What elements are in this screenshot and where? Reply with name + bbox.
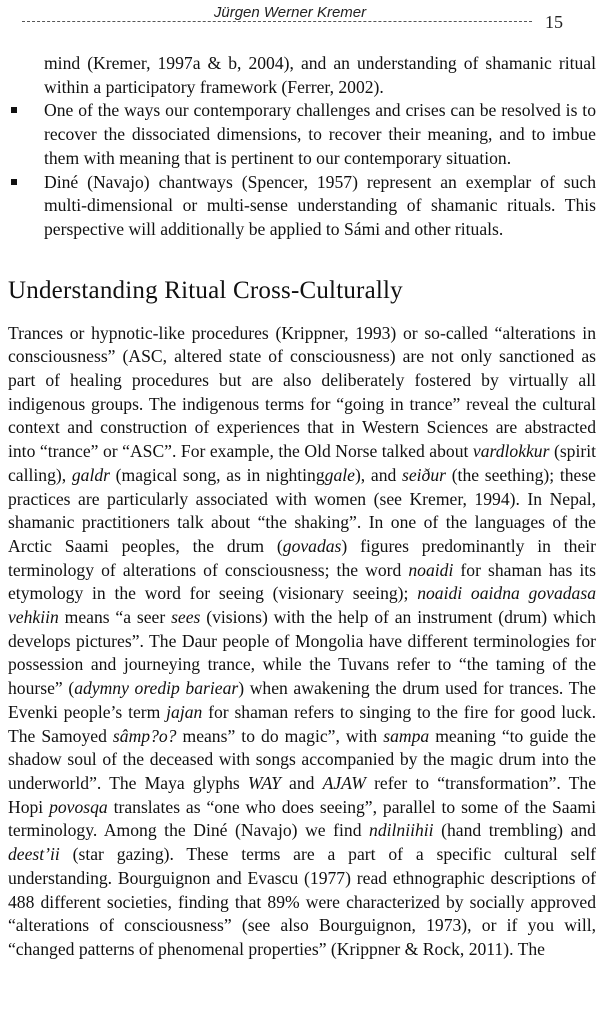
bullet-text: One of the ways our contemporary challenges and crises can be resolved is to recover the dissociated dimensions, to recover their meaning, and to imbue them with meaning that is pertinent to our contemporary situation. xyxy=(44,100,596,168)
square-bullet-icon xyxy=(11,107,17,113)
text-run: ), and xyxy=(354,464,403,485)
italic-term: galdr xyxy=(71,464,110,485)
text-run: (star gazing). These terms are a part of a specific cultural self understanding. Bourguignon and Evascu (1977) read ethnographic descriptions of 488 different societies, finding that 89% were characterized by socially approved “alterations of consciousness” (see also Bourguignon, 1973), or if you will, “changed patterns of phenomenal properties” (Krippner & Rock, 2011). The xyxy=(8,844,596,959)
text-run: ) figures predominantly in their terminology of alterations of consciousness; the word xyxy=(8,535,597,580)
running-head-author: Jürgen Werner Kremer xyxy=(213,4,367,21)
italic-term: gale xyxy=(324,464,355,485)
text-run: for shaman has its etymology in the word for seeing (visionary seeing); xyxy=(8,559,596,604)
italic-term: sees xyxy=(171,607,201,628)
bullet-list xyxy=(8,99,596,241)
running-head xyxy=(0,0,600,30)
continuation-text: mind (Kremer, 1997a & b, 2004), and an understanding of shamanic ritual within a participatory framework (Ferrer, 2002). xyxy=(44,53,596,97)
italic-term: WAY xyxy=(247,772,281,793)
text-run: translates as “one who does seeing”, parallel to some of the Saami terminology. Among the Diné (Navajo) we find xyxy=(8,796,596,841)
section-heading: Understanding Ritual Cross-Culturally xyxy=(8,276,403,304)
page-body xyxy=(8,52,596,962)
text-run: refer to “transformation”. The Hopi xyxy=(8,772,597,817)
bullet-text: Diné (Navajo) chantways (Spencer, 1957) represent an exemplar of such multi-dimensional or multi-sense understanding of shamanic rituals. This perspective will additionally be applied to Sámi and other rituals. xyxy=(44,171,596,239)
italic-term: deest’ii xyxy=(8,844,60,865)
text-run: for shaman refers to singing to the fire for good luck. The Samoyed xyxy=(8,701,596,746)
italic-term: vardlokkur xyxy=(472,441,550,462)
text-run: (visions) with the help of an instrument (drum) which develops pictures”. The Daur people of Mongolia have different terminologies for possession and journeying trance, while the Tuvans refer to “the taming of the hourse” ( xyxy=(8,607,596,699)
text-run: means” to do magic”, with xyxy=(176,725,384,746)
italic-term: sampa xyxy=(383,725,430,746)
italic-term: jajan xyxy=(166,701,203,722)
text-run: ) when awakening the drum used for trances. The Evenki people’s term xyxy=(8,678,596,722)
italic-term: ndilniihii xyxy=(369,820,434,841)
text-run: means “a seer xyxy=(58,607,172,628)
bullet-item xyxy=(8,99,596,170)
text-run: meaning “to guide the shadow soul of the deceased with songs accompanied by the magic drum into the underworld”. The Maya glyphs xyxy=(8,725,596,793)
italic-term: adymny oredip bariear xyxy=(74,678,239,699)
text-run: Trances or hypnotic-like procedures (Krippner, 1993) or so-called “alterations in consciousness” (ASC, altered state of consciousness) are not only sanctioned as part of healing procedures but are also deliberately fostered by virtually all indigenous groups. The indigenous terms for “going in trance” reveal the cultural context and construction of experiences that in Western Sciences are abstracted into “trance” or “ASC”. For example, the Old Norse talked about xyxy=(8,322,596,462)
text-run: (the seething); these practices are particularly associated with women (see Kremer, 1994). In Nepal, shamanic practitioners talk about “the shaking”. In one of the languages of the Arctic Saami peoples, the drum ( xyxy=(8,464,596,556)
text-run: and xyxy=(280,772,323,793)
header-rule xyxy=(22,21,532,22)
italic-term: povosqa xyxy=(49,796,108,817)
page-number: 15 xyxy=(545,12,563,32)
italic-term: seiður xyxy=(402,464,446,485)
italic-term: sâmp?o? xyxy=(112,725,177,746)
italic-term: govadas xyxy=(282,535,342,556)
bullet-item xyxy=(8,171,596,242)
text-run: (spirit calling), xyxy=(8,441,596,485)
text-run: (hand trembling) and xyxy=(433,820,596,841)
section-paragraph xyxy=(8,322,596,962)
italic-term: AJAW xyxy=(322,772,366,793)
italic-term: noaidi oaidna govadasa vehkiin xyxy=(8,583,596,628)
italic-term: noaidi xyxy=(408,559,454,580)
square-bullet-icon xyxy=(11,179,17,185)
text-run: (magical song, as in nighting xyxy=(109,464,325,485)
